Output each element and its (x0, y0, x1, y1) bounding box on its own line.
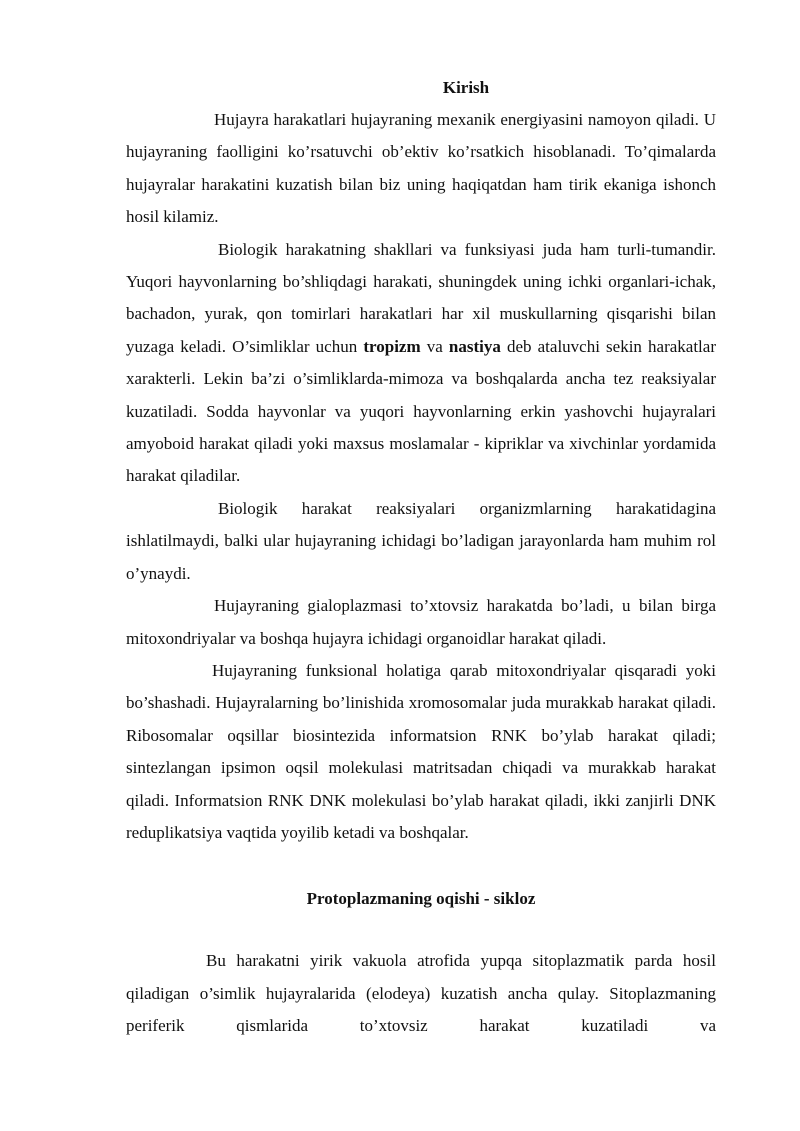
paragraph-4: Hujayraning gialoplazmasi to’xtovsiz harakatda bo’ladi, u bilan birga mitoxondriyalar va boshqa hujayra ichidagi organoidlar harakat qiladi. (126, 596, 716, 648)
term-nastiya: nastiya (448, 336, 501, 356)
paragraph-6: Bu harakatni yirik vakuola atrofida yupqa sitoplazmatik parda hosil qiladigan o’simlik hujayralarida (elodeya) kuzatish ancha qulay. Sitoplazmaning periferik qismlarida to’xtovsiz harakat kuzatiladi va (126, 951, 716, 1036)
paragraph-2-text-a: Biologik harakatning shakllari va funksiyasi juda ham turli-tumandir. Yuqori hayvonlarning bo’shliqdagi harakati, shuningdek uning ichki organlari-ichak, bachadon, yurak, qon tomirlari harakatlari har xil muskullarning qisqarishi bilan yuzaga keladi. O’simliklar uchun (126, 239, 716, 356)
paragraph-2-text-b: va (420, 336, 449, 356)
spacer (126, 915, 716, 945)
section-heading-sikloz: Protoplazmaning oqishi - sikloz (306, 889, 536, 909)
paragraph-2 (126, 234, 716, 493)
paragraph-1: Hujayra harakatlari hujayraning mexanik energiyasini namoyon qiladi. U hujayraning faolligini ko’rsatuvchi ob’ektiv ko’rsatkich hisoblanadi. To’qimalarda hujayralar harakatini kuzatish bilan biz uning haqiqatdan ham tirik ekaniga ishonch hosil kilamiz. (126, 110, 716, 227)
spacer (126, 849, 716, 883)
paragraph-3: Biologik harakat reaksiyalari organizmlarning harakatidagina ishlatilmaydi, balki ular hujayraning ichidagi bo’ladigan jarayonlarda ham muhim rol o’ynaydi. (126, 498, 716, 583)
term-tropizm: tropizm (363, 336, 421, 356)
paragraph-5: Hujayraning funksional holatiga qarab mitoxondriyalar qisqaradi yoki bo’shashadi. Hujayralarning bo’linishida xromosomalar juda murakkab harakat qiladi. Ribosomalar oqsillar biosintezida informatsion RNK bo’ylab harakat qiladi; sintezlangan ipsimon oqsil molekulasi matritsadan chiqadi va murakkab harakat qiladi. Informatsion RNK DNK molekulasi bo’ylab harakat qiladi, ikki zanjirli DNK reduplikatsiya vaqtida yoyilib ketadi va boshqalar. (126, 660, 716, 842)
section-heading-kirish: Kirish (442, 78, 490, 97)
paragraph-2-text-c: deb ataluvchi sekin harakatlar xarakterli. Lekin ba’zi o’simliklarda-mimoza va boshqalarda ancha tez reaksiyalar kuzatiladi. Sodda hayvonlar va yuqori hayvonlarning erkin yashovchi hujayralari amyoboid harakat qiladi yoki maxsus moslamalar - kipriklar va xivchinlar yordamida harakat qiladilar. (126, 336, 716, 486)
document-page (126, 72, 716, 1043)
